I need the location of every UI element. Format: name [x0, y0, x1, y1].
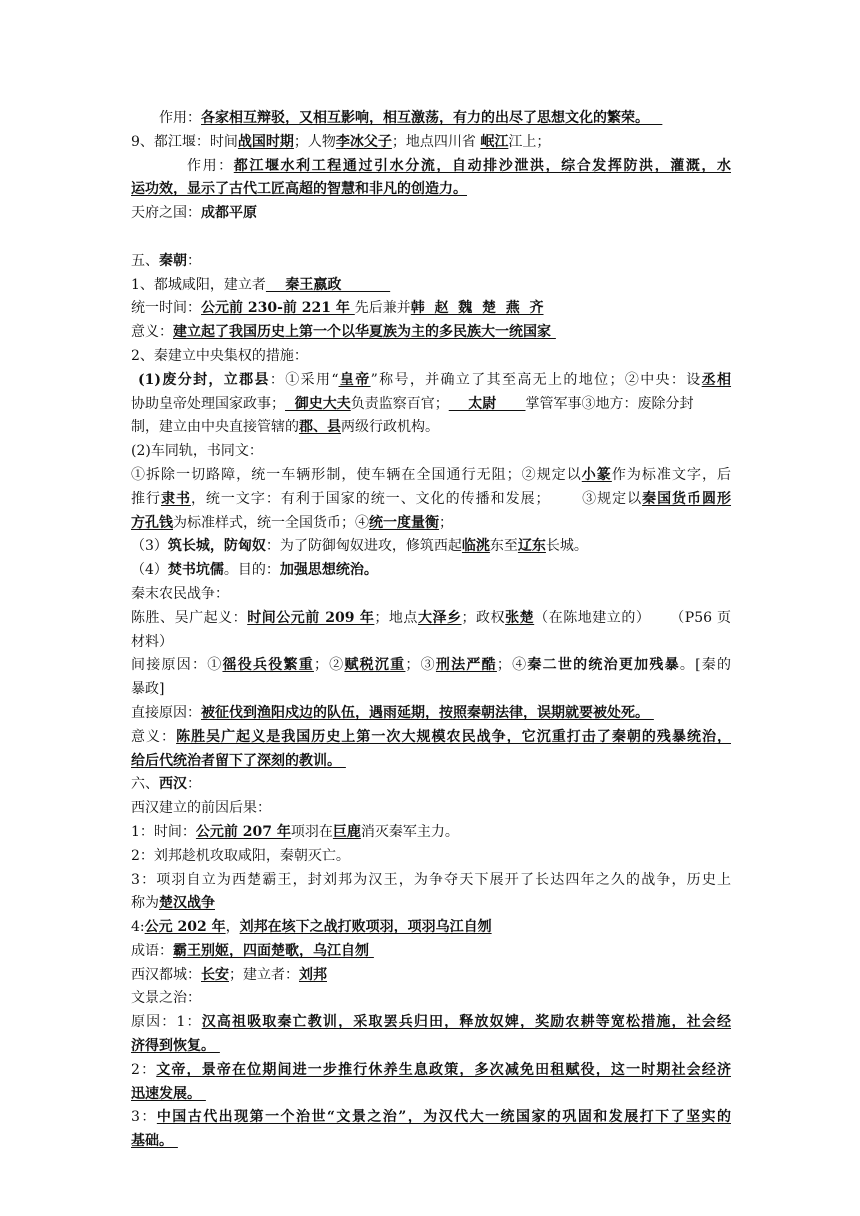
bold-underlined-text-segment: 徭役兵役繁重 — [222, 657, 314, 674]
bold-underlined-text-segment: 长安 — [201, 966, 229, 983]
text-segment: 意义： — [131, 728, 177, 745]
bold-underlined-text-segment: 被征伐到渔阳戍边的队伍，遇雨延期，按照秦朝法律，误期就要被处死。 — [201, 704, 654, 721]
text-segment: ；地点 — [374, 609, 418, 626]
text-line — [131, 940, 731, 964]
text-segment: ： — [187, 776, 201, 793]
text-segment: ；建立者： — [229, 966, 299, 983]
text-segment: 1、都城咸阳，建立者 — [131, 276, 266, 293]
text-line — [131, 607, 731, 631]
text-line — [131, 274, 731, 298]
text-segment: 成语： — [131, 942, 173, 959]
text-segment: 2： — [131, 1061, 157, 1078]
text-segment: 负责监察百官； — [350, 395, 449, 412]
text-segment: ；④ — [496, 657, 528, 674]
text-segment: 两级行政机构。 — [341, 419, 439, 436]
text-line — [131, 845, 731, 869]
text-line — [131, 892, 731, 916]
text-line — [131, 345, 731, 369]
text-segment: ；人物 — [293, 133, 336, 150]
text-line — [131, 1011, 731, 1035]
text-segment: 直接原因： — [131, 704, 201, 721]
bold-underlined-text-segment: 公元前 207 年 — [195, 823, 291, 840]
text-line — [131, 1035, 731, 1059]
text-line — [131, 797, 731, 821]
text-line — [131, 987, 731, 1011]
text-line — [131, 107, 731, 131]
text-line — [131, 155, 731, 179]
bold-underlined-text-segment: 建立起了我国历史上第一个以华夏族为主的多民族大一统国家 — [173, 324, 556, 341]
text-line — [131, 583, 731, 607]
bold-underlined-text-segment: 小篆 — [581, 466, 612, 483]
text-line — [131, 1130, 731, 1154]
text-segment: 3：项羽自立为西楚霸王，封刘邦为汉王，为争夺天下展开了长达四年之久的战争，历史上 — [131, 871, 731, 888]
text-segment: ： — [187, 252, 201, 269]
bold-underlined-text-segment: 给后代统治者留下了深刻的教训。 — [131, 752, 346, 769]
text-segment: 暴政] — [131, 681, 165, 698]
bold-underlined-text-segment: 战国时期 — [237, 133, 294, 150]
bold-underlined-text-segment: 韩 赵 魏 楚 燕 齐 — [410, 300, 544, 317]
bold-underlined-text-segment: 临洮 — [461, 538, 490, 555]
bold-underlined-text-segment: 辽东 — [517, 538, 546, 555]
text-line — [131, 488, 731, 512]
text-line — [131, 321, 731, 345]
text-segment: 。[秦的 — [679, 657, 732, 674]
text-segment: 2、秦建立中央集权的措施： — [131, 347, 308, 364]
text-segment: 掌管军事③地方：废除分封 — [525, 395, 694, 412]
text-line — [131, 202, 731, 226]
text-line — [131, 1106, 731, 1130]
text-segment: ，统一文字：有利于国家的统一、文化的传播和发展； ③规定以 — [190, 490, 643, 507]
text-line — [131, 773, 731, 797]
text-line — [131, 369, 731, 393]
text-segment: ①拆除一切路障，统一车辆形制，使车辆在全国通行无阻；②规定以 — [131, 466, 582, 483]
bold-text-segment: 加强思想统治。 — [279, 562, 378, 579]
text-segment: 推行 — [131, 490, 161, 507]
text-segment: 统一时间： — [131, 300, 201, 317]
bold-underlined-text-segment: 时间公元前 209 年 — [247, 609, 375, 626]
text-segment: 陈胜、吴广起义： — [131, 609, 248, 626]
bold-text-segment: 秦二世的统治更加残暴 — [527, 657, 680, 674]
text-segment: （3） — [131, 538, 168, 555]
bold-underlined-text-segment: 御史大夫 — [285, 395, 351, 412]
text-line — [131, 1059, 731, 1083]
bold-underlined-text-segment: 赋税沉重 — [344, 657, 406, 674]
text-segment: ”称号，并确立了其至高无上的地位；②中央：设 — [370, 371, 702, 388]
text-line — [131, 1083, 731, 1107]
bold-underlined-text-segment: 张楚 — [505, 609, 535, 626]
text-segment: 天府之国： — [131, 205, 201, 222]
bold-underlined-text-segment: 隶书 — [160, 490, 191, 507]
bold-text-segment: 西汉 — [159, 776, 187, 793]
text-segment: 4: — [131, 919, 145, 936]
text-line — [131, 464, 731, 488]
bold-text-segment: 成都平原 — [201, 205, 257, 222]
text-segment: 材料） — [131, 633, 173, 650]
text-line — [131, 250, 731, 274]
bold-underlined-text-segment: 刑法严酷 — [435, 657, 497, 674]
text-segment: 3： — [131, 1109, 157, 1126]
bold-underlined-text-segment: 统一度量衡 — [369, 514, 439, 531]
underlined-text-segment — [649, 110, 662, 126]
bold-underlined-text-segment: 各家相互辩驳，又相互影响，相互激荡，有力的出尽了思想文化的繁荣。 — [201, 110, 649, 126]
text-segment: 秦末农民战争： — [131, 585, 229, 602]
bold-underlined-text-segment: 秦王嬴政 — [265, 276, 391, 293]
document-page — [131, 107, 731, 1154]
bold-underlined-text-segment: 都江堰水利工程通过引水分流，自动排沙泄洪，综合发挥防洪，灌溉，水 — [233, 157, 731, 174]
text-line — [131, 631, 731, 655]
text-segment: 先后兼并 — [354, 300, 411, 317]
text-segment: 。目的： — [223, 562, 280, 579]
text-segment: （在陈地建立的） （P56 页 — [534, 609, 732, 626]
bold-underlined-text-segment: 公元 202 年 — [144, 919, 226, 936]
bold-underlined-text-segment: 岷江 — [480, 133, 509, 150]
bold-underlined-text-segment: 迅速发展。 — [131, 1085, 206, 1102]
text-segment: ， — [225, 919, 240, 936]
text-line — [131, 178, 731, 202]
text-line — [131, 678, 731, 702]
bold-underlined-text-segment: 刘邦 — [299, 966, 327, 983]
bold-underlined-text-segment: 秦国货币圆形 — [642, 490, 732, 507]
text-segment: ；地点四川省 — [391, 133, 481, 150]
text-segment: ；政权 — [461, 609, 506, 626]
text-line — [131, 131, 731, 155]
text-segment: 六、 — [131, 776, 159, 793]
bold-underlined-text-segment: 郡、县 — [299, 419, 341, 436]
text-segment: 2：刘邦趁机攻取咸阳，秦朝灭亡。 — [131, 847, 350, 864]
bold-underlined-text-segment: 李冰父子 — [335, 133, 392, 150]
bold-underlined-text-segment: 大泽乡 — [417, 609, 462, 626]
text-line — [131, 416, 731, 440]
text-segment: 作用： — [187, 157, 234, 174]
text-segment: 西汉建立的前因后果： — [131, 800, 271, 817]
text-segment: 五、 — [131, 252, 159, 269]
bold-underlined-text-segment: 运功效，显示了古代工匠高超的智慧和非凡的创造力。 — [131, 181, 467, 198]
blank-line — [131, 226, 731, 250]
bold-underlined-text-segment: 丞相 — [701, 371, 732, 388]
text-segment: ；③ — [405, 657, 436, 674]
text-segment: 1：时间： — [131, 823, 196, 840]
text-line — [131, 821, 731, 845]
text-segment: 消灭秦军主力。 — [360, 823, 459, 840]
text-segment: 协助皇帝处理国家政事； — [131, 395, 285, 412]
text-line — [131, 750, 731, 774]
bold-underlined-text-segment: 陈胜吴广起义是我国历史上第一次大规模农民战争，它沉重打击了秦朝的残暴统治， — [176, 728, 731, 745]
text-line — [131, 440, 731, 464]
text-segment: 长城。 — [545, 538, 588, 555]
bold-text-segment: (1)废分封，立郡县 — [138, 371, 270, 388]
text-segment: ：①采用“ — [269, 371, 339, 388]
text-line — [131, 297, 731, 321]
bold-underlined-text-segment: 基础。 — [131, 1133, 178, 1150]
bold-underlined-text-segment: 楚汉战争 — [159, 895, 215, 912]
text-segment: (2)车同轨，书同文： — [131, 443, 263, 460]
text-segment: 间接原因：① — [131, 657, 223, 674]
text-line — [131, 512, 731, 536]
bold-underlined-text-segment: 方孔钱 — [131, 514, 173, 531]
bold-underlined-text-segment: 济得到恢复。 — [131, 1038, 220, 1055]
text-segment: 制，建立由中央直接管辖的 — [131, 419, 299, 436]
bold-underlined-text-segment: 皇帝 — [338, 371, 371, 388]
text-line — [131, 393, 731, 417]
bold-underlined-text-segment: 太尉 — [448, 395, 526, 412]
text-line — [131, 702, 731, 726]
text-line — [131, 535, 731, 559]
bold-underlined-text-segment: 公元前 230-前 221 年 — [201, 300, 355, 317]
text-segment: 9、都江堰：时间 — [131, 133, 238, 150]
bold-underlined-text-segment: 刘邦在垓下之战打败项羽，项羽乌江自刎 — [239, 919, 492, 936]
text-line — [131, 869, 731, 893]
text-segment: 西汉都城： — [131, 966, 201, 983]
text-segment: 江上； — [508, 133, 551, 150]
text-segment: ； — [439, 514, 453, 531]
bold-underlined-text-segment: 中国古代出现第一个治世“文景之治”，为汉代大一统国家的巩固和发展打下了坚实的 — [156, 1109, 731, 1126]
text-segment: 称为 — [131, 895, 159, 912]
bold-underlined-text-segment: 巨鹿 — [332, 823, 361, 840]
bold-text-segment: 焚书坑儒 — [167, 562, 224, 579]
bold-underlined-text-segment: 汉高祖吸取秦亡教训，采取罢兵归田，释放奴婢，奖励农耕等宽松措施，社会经 — [201, 1014, 731, 1031]
text-line — [131, 726, 731, 750]
text-line — [131, 916, 731, 940]
bold-underlined-text-segment: 文帝，景帝在位期间进一步推行休养生息政策，多次减免田租赋役，这一时期社会经济 — [156, 1061, 731, 1078]
text-segment: 意义： — [131, 324, 173, 341]
text-segment: ：为了防御匈奴进攻，修筑西起 — [265, 538, 462, 555]
text-line — [131, 559, 731, 583]
text-segment: 项羽在 — [290, 823, 333, 840]
text-segment: 为标准样式，统一全国货币；④ — [173, 514, 369, 531]
text-segment: 作用： — [159, 110, 201, 126]
bold-text-segment: 筑长城，防匈奴 — [167, 538, 266, 555]
bold-text-segment: 秦朝 — [159, 252, 187, 269]
text-segment: 东至 — [489, 538, 518, 555]
text-segment: 原因：1： — [131, 1014, 202, 1031]
text-segment: 作为标准文字，后 — [611, 466, 732, 483]
bold-underlined-text-segment: 霸王别姬，四面楚歌，乌江自刎 — [173, 942, 374, 959]
text-segment: （4） — [131, 562, 168, 579]
text-line — [131, 654, 731, 678]
text-line — [131, 964, 731, 988]
text-segment: 文景之治： — [131, 990, 201, 1007]
text-segment: ；② — [313, 657, 345, 674]
